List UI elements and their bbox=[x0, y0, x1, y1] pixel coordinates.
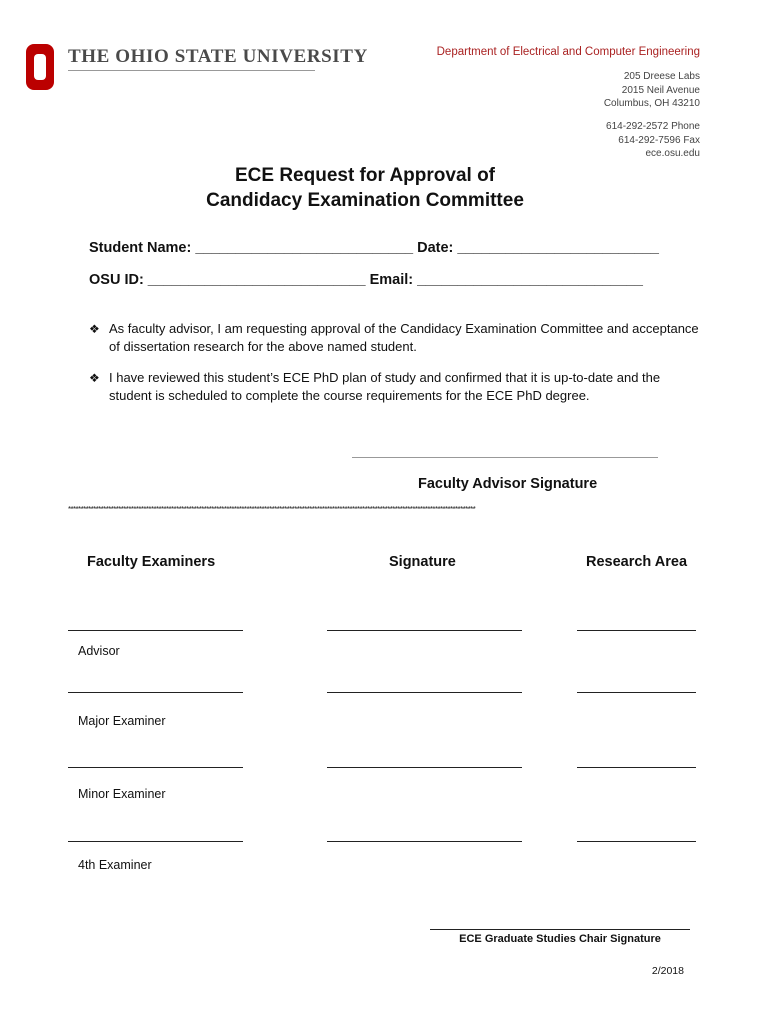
examiner-name-line[interactable] bbox=[68, 767, 243, 768]
website-line: ece.osu.edu bbox=[645, 148, 700, 159]
student-name-date-fields[interactable]: Student Name: ___________________________ Date: _________________________ bbox=[89, 240, 659, 256]
advisor-signature-label: Faculty Advisor Signature bbox=[418, 476, 598, 492]
research-area-line[interactable] bbox=[577, 841, 696, 842]
form-title bbox=[0, 163, 730, 213]
examiner-name-line[interactable] bbox=[68, 630, 243, 631]
title-line: ECE Request for Approval of bbox=[234, 165, 496, 186]
role-advisor: Advisor bbox=[78, 644, 120, 658]
research-area-line[interactable] bbox=[577, 630, 696, 631]
address-line: 205 Dreese Labs bbox=[623, 71, 700, 82]
role-4th-examiner: 4th Examiner bbox=[78, 858, 152, 872]
plan-review-statement: ❖ I have reviewed this student’s ECE PhD plan of study and confirmed that it is up-to-date and the student is scheduled to complete the course requirements for the ECE PhD degree. bbox=[89, 370, 661, 403]
contact-block bbox=[606, 120, 700, 161]
role-minor-examiner: Minor Examiner bbox=[78, 787, 166, 801]
address-block bbox=[604, 70, 700, 111]
address-line: 2015 Neil Avenue bbox=[621, 84, 700, 96]
department-name: Department of Electrical and Computer Engineering bbox=[436, 46, 700, 58]
diamond-bullet-icon: ❖ bbox=[89, 322, 100, 336]
column-faculty-examiners: Faculty Examiners bbox=[87, 554, 216, 570]
address-line: Columbus, OH 43210 bbox=[603, 98, 700, 109]
section-separator: ****************************************************************************************************************************************************************** bbox=[68, 505, 476, 514]
examiner-signature-line[interactable] bbox=[327, 630, 522, 631]
advisor-signature-line[interactable] bbox=[352, 457, 658, 458]
university-name: THE OHIO STATE UNIVERSITY bbox=[68, 46, 368, 67]
chair-signature-line[interactable] bbox=[430, 929, 690, 930]
role-major-examiner: Major Examiner bbox=[78, 714, 166, 728]
column-research-area: Research Area bbox=[586, 554, 688, 570]
examiner-signature-line[interactable] bbox=[327, 767, 522, 768]
osu-logo-icon bbox=[26, 44, 54, 90]
osu-id-email-fields[interactable]: OSU ID: ___________________________ Email: ____________________________ bbox=[89, 272, 643, 288]
examiner-name-line[interactable] bbox=[68, 692, 243, 693]
examiner-signature-line[interactable] bbox=[327, 692, 522, 693]
examiner-signature-line[interactable] bbox=[327, 841, 522, 842]
revision-date: 2/2018 bbox=[651, 965, 684, 977]
research-area-line[interactable] bbox=[577, 767, 696, 768]
diamond-bullet-icon: ❖ bbox=[89, 371, 100, 385]
column-signature: Signature bbox=[389, 554, 456, 570]
examiner-name-line[interactable] bbox=[68, 841, 243, 842]
approval-statement: ❖ As faculty advisor, I am requesting approval of the Candidacy Examination Committee and acceptance of dissertation research for the above named student. bbox=[89, 321, 699, 354]
header-divider bbox=[68, 70, 315, 71]
title-line: Candidacy Examination Committee bbox=[206, 190, 524, 211]
research-area-line[interactable] bbox=[577, 692, 696, 693]
phone-line: 614-292-2572 Phone bbox=[606, 121, 700, 132]
fax-line: 614-292-7596 Fax bbox=[618, 134, 700, 146]
chair-signature-label: ECE Graduate Studies Chair Signature bbox=[459, 933, 661, 945]
